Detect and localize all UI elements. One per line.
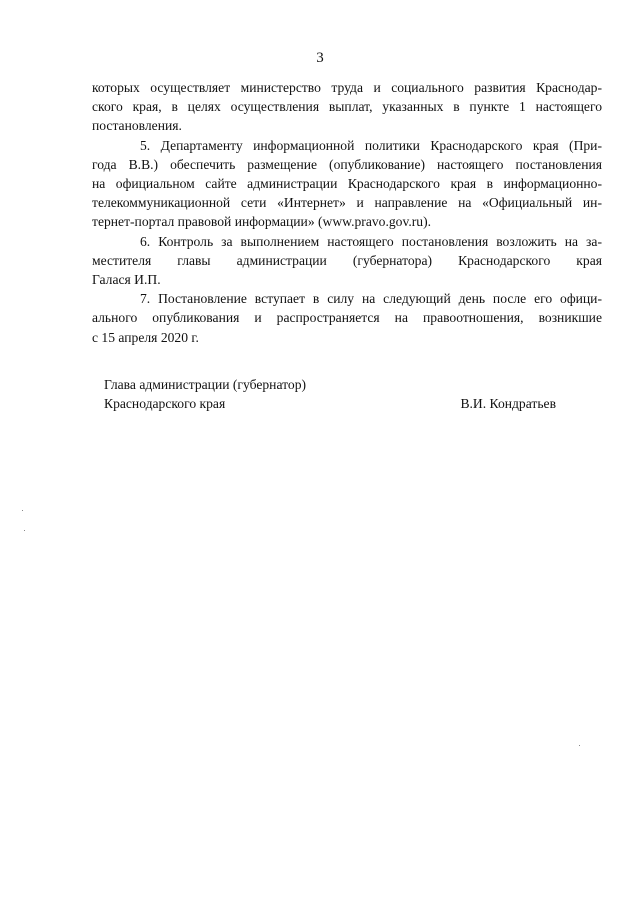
scan-speck	[579, 745, 580, 746]
paragraph-5	[92, 136, 602, 232]
scan-speck	[24, 530, 25, 531]
text-line: которых осуществляет министерство труда и социального развития Краснодар-	[92, 80, 602, 95]
scan-speck	[22, 510, 23, 511]
page-number: 3	[316, 50, 324, 66]
text-line: 7. Постановление вступает в силу на следующий день после его офици-	[140, 291, 602, 307]
paragraph-continuation	[92, 78, 602, 136]
text-line: с 15 апреля 2020 г.	[92, 329, 199, 345]
text-line: ского края, в целях осуществления выплат, указанных в пункте 1 настоящего	[92, 99, 602, 115]
text-line: тернет-портал правовой информации» (www.pravo.gov.ru).	[92, 214, 432, 230]
signature-row	[104, 394, 556, 413]
text-line: ального опубликования и распространяется на правоотношения, возникшие	[92, 310, 602, 326]
signatory-position-line2: Краснодарского края	[104, 396, 226, 412]
text-line: 6. Контроль за выполнением настоящего постановления возложить на за-	[140, 233, 602, 249]
signature-block	[104, 375, 556, 413]
text-line: постановления.	[92, 118, 182, 134]
text-line: года В.В.) обеспечить размещение (опубликование) настоящего постановления	[92, 156, 602, 172]
signatory-position-line1: Глава администрации (губернатор)	[104, 377, 307, 392]
text-line: Галася И.П.	[92, 272, 161, 288]
text-line: местителя главы администрации (губернатора) Краснодарского края	[92, 252, 602, 268]
signatory-name: В.И. Кондратьев	[460, 396, 556, 412]
text-line: 5. Департаменту информационной политики Краснодарского края (При-	[140, 137, 602, 153]
paragraph-7	[92, 289, 602, 347]
text-line: на официальном сайте администрации Краснодарского края в информационно-	[92, 176, 602, 192]
text-line: телекоммуникационной сети «Интернет» и направление на «Официальный ин-	[92, 195, 602, 211]
document-body	[92, 78, 602, 347]
paragraph-6	[92, 232, 602, 290]
